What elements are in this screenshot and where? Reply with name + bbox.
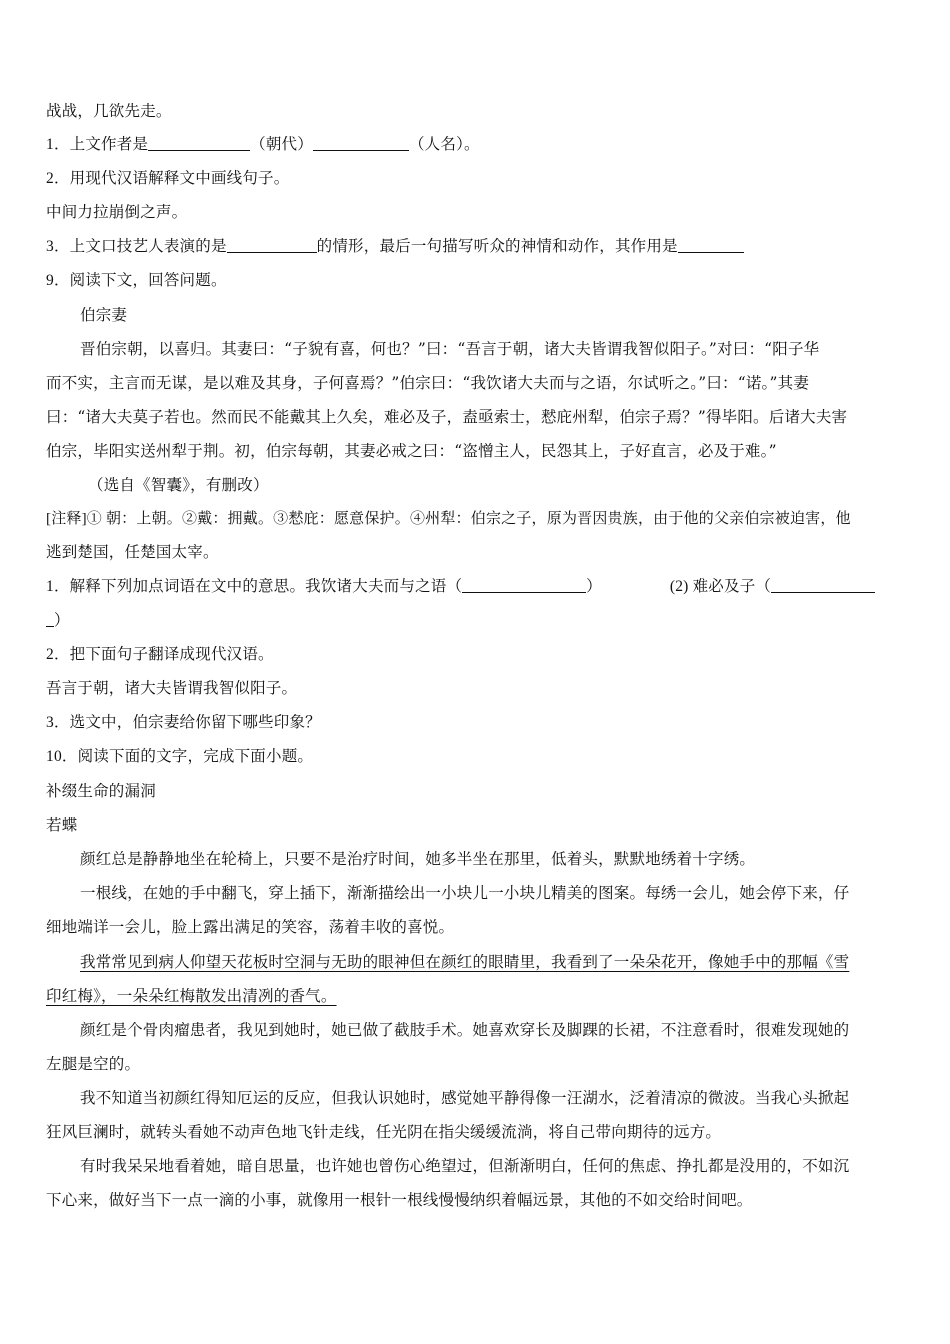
- underlined-sentence: [80, 950, 906, 974]
- essay-title: 补缀生命的漏洞: [46, 782, 156, 800]
- underlined-text: 我常常见到病人仰望天花板时空洞与无助的眼神但在颜红的眼睛里，我看到了一朵朵花开，像她手中的那幅《雪: [80, 953, 850, 971]
- essay-line: 左腿是空的。: [46, 1055, 141, 1073]
- essay-line: 狂风巨澜时，就转头看她不动声色地飞针走线，任光阴在指尖缓缓流淌，将自己带向期待的远方。: [46, 1123, 722, 1141]
- question-text: 3．上文口技艺人表演的是: [46, 238, 227, 255]
- passage-title: 伯宗妻: [80, 306, 128, 324]
- question-2: 2．用现代汉语解释文中画线句子。: [46, 170, 290, 187]
- passage-line: 伯宗，毕阳实送州犁于荆。初，伯宗每朝，其妻必戒之曰：“盗憎主人，民怨其上，子好直言，必及于难。”: [46, 442, 777, 460]
- answer-blank-scene[interactable]: [227, 236, 317, 253]
- question-text: 1．解释下列加点词语在文中的意思。我饮诸大夫而与之语（: [46, 578, 463, 595]
- question-1: [46, 133, 906, 157]
- question-text: 的情形，最后一句描写听众的神情和动作，其作用是: [316, 238, 678, 255]
- answer-blank-word-2[interactable]: [771, 576, 875, 593]
- underlined-sentence: [46, 984, 906, 1008]
- essay-line: 颜红总是静静地坐在轮椅上，只要不是治疗时间，她多半坐在那里，低着头，默默地绣着十字绣。: [80, 850, 756, 868]
- question-text: ）: [54, 612, 70, 629]
- essay-line: 细地端详一会儿，脸上露出满足的笑容，荡着丰收的喜悦。: [46, 918, 455, 936]
- essay-line: 下心来，做好当下一点一滴的小事，就像用一根针一根线慢慢纳织着幅远景，其他的不如交给时间吧。: [46, 1191, 753, 1209]
- subquestion-2: 2．把下面句子翻译成现代汉语。: [46, 646, 274, 663]
- answer-blank-author[interactable]: [313, 134, 409, 151]
- answer-blank-dynasty[interactable]: [148, 134, 250, 151]
- subquestion-2-sentence: 吾言于朝，诸大夫皆谓我智似阳子。: [46, 680, 298, 697]
- question-text: （人名）。: [408, 136, 480, 153]
- question-text: 1．上文作者是: [46, 136, 149, 153]
- annotation-line: 逃到楚国，任楚国太宰。: [46, 544, 219, 561]
- essay-line: 我不知道当初颜红得知厄运的反应，但我认识她时，感觉她平静得像一汪湖水，泛着清凉的微波。当我心头掀起: [80, 1089, 850, 1107]
- question-3: [46, 235, 906, 259]
- answer-blank-effect[interactable]: [678, 236, 744, 253]
- passage-line: 晋伯宗朝，以喜归。其妻曰：“子貌有喜，何也？”曰：“吾言于朝，诸大夫皆谓我智似阳子。”对曰：“阳子华: [80, 340, 820, 358]
- subquestion-1-tail: [46, 609, 906, 633]
- question-10: 10．阅读下面的文字，完成下面小题。: [46, 748, 314, 765]
- annotation-line: [注释]① 朝：上朝。②戴：拥戴。③慭庇：愿意保护。④州犁：伯宗之子，原为晋因贵族，由于他的父亲伯宗被迫害，他: [46, 511, 851, 527]
- question-text: (2) 难必及子（: [669, 578, 772, 595]
- passage-line: 而不实，主言而无谋，是以难及其身，子何喜焉？”伯宗曰：“我饮诸大夫而与之语，尔试听之。”曰：“诺。”其妻: [46, 374, 810, 392]
- question-text: （朝代）: [250, 136, 313, 153]
- essay-author: 若蝶: [46, 816, 78, 834]
- subquestion-1: [46, 575, 906, 599]
- answer-blank-word-2-cont[interactable]: [46, 610, 54, 627]
- subquestion-3: 3．选文中，伯宗妻给你留下哪些印象？: [46, 714, 321, 731]
- question-text: ）: [586, 578, 602, 595]
- essay-line: 一根线，在她的手中翻飞，穿上插下，渐渐描绘出一小块儿一小块儿精美的图案。每绣一会儿，她会停下来，仔: [80, 884, 850, 902]
- question-9: 9．阅读下文，回答问题。: [46, 272, 227, 289]
- passage-line: 曰：“诸大夫莫子若也。然而民不能戴其上久矣，难必及子，盍亟索士，慭庇州犁，伯宗子焉？”得毕阳。后诸大夫害: [46, 408, 848, 426]
- passage-source: （选自《智囊》，有删改）: [88, 476, 269, 494]
- question-2-sentence: 中间力拉崩倒之声。: [46, 204, 188, 221]
- text-line: 战战，几欲先走。: [46, 102, 172, 120]
- answer-blank-word-1[interactable]: [462, 576, 586, 593]
- essay-line: 颜红是个骨肉瘤患者，我见到她时，她已做了截肢手术。她喜欢穿长及脚踝的长裙，不注意看时，很难发现她的: [80, 1021, 850, 1039]
- underlined-text: 印红梅》，一朵朵红梅散发出清冽的香气。: [46, 987, 337, 1005]
- essay-line: 有时我呆呆地看着她，暗自思量，也许她也曾伤心绝望过，但渐渐明白，任何的焦虑、挣扎都是没用的，不如沉: [80, 1157, 850, 1175]
